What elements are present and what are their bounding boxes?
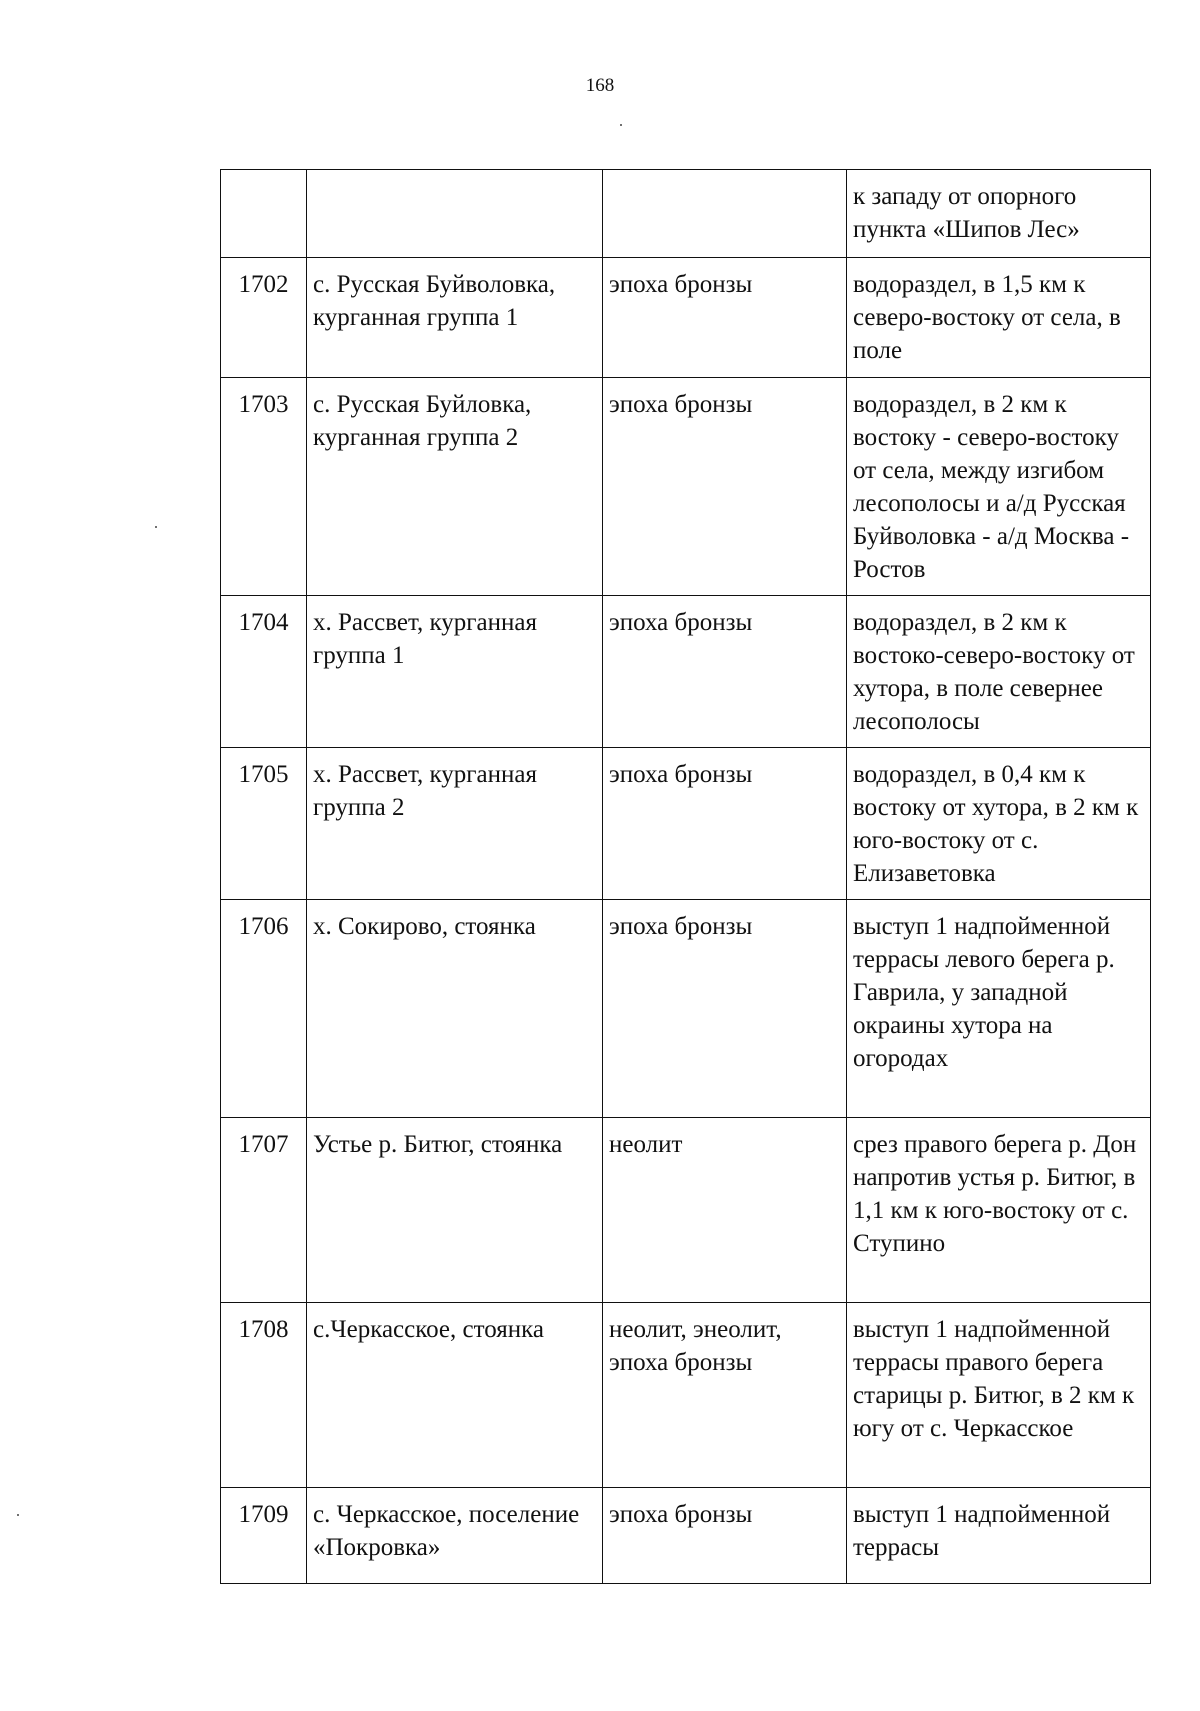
site-period: эпоха бронзы	[603, 596, 847, 748]
scan-speck	[17, 1514, 19, 1516]
site-name	[307, 170, 603, 258]
table-row	[221, 258, 1151, 378]
table-row	[221, 748, 1151, 900]
site-period: неолит	[603, 1118, 847, 1303]
site-period: эпоха бронзы	[603, 748, 847, 900]
row-number: 1708	[221, 1303, 307, 1488]
scan-speck	[620, 124, 622, 126]
site-location: выступ 1 надпойменной террасы правого берега старицы р. Битюг, в 2 км к югу от с. Черкасское	[847, 1303, 1151, 1488]
monuments-table	[220, 169, 1151, 1584]
table-row	[221, 1118, 1151, 1303]
site-period: эпоха бронзы	[603, 900, 847, 1118]
site-period: неолит, энеолит, эпоха бронзы	[603, 1303, 847, 1488]
site-period: эпоха бронзы	[603, 1488, 847, 1584]
row-number: 1703	[221, 378, 307, 596]
table-row	[221, 1488, 1151, 1584]
site-name: Устье р. Битюг, стоянка	[307, 1118, 603, 1303]
row-number: 1707	[221, 1118, 307, 1303]
site-name: х. Рассвет, курганная группа 1	[307, 596, 603, 748]
table-row	[221, 378, 1151, 596]
row-number: 1704	[221, 596, 307, 748]
scan-speck	[155, 526, 157, 528]
table-row	[221, 1303, 1151, 1488]
site-location: выступ 1 надпойменной террасы	[847, 1488, 1151, 1584]
row-number: 1709	[221, 1488, 307, 1584]
table-row	[221, 596, 1151, 748]
site-location: водораздел, в 2 км к востоко-северо-востоку от хутора, в поле севернее лесополосы	[847, 596, 1151, 748]
site-name: с.Черкасское, стоянка	[307, 1303, 603, 1488]
site-period: эпоха бронзы	[603, 258, 847, 378]
page-number: 168	[585, 75, 615, 96]
site-location: водораздел, в 1,5 км к северо-востоку от села, в поле	[847, 258, 1151, 378]
site-location: к западу от опорного пункта «Шипов Лес»	[847, 170, 1151, 258]
site-name: с. Русская Буйловка, курганная группа 2	[307, 378, 603, 596]
row-number	[221, 170, 307, 258]
site-location: выступ 1 надпойменной террасы левого берега р. Гаврила, у западной окраины хутора на огородах	[847, 900, 1151, 1118]
site-location: водораздел, в 0,4 км к востоку от хутора, в 2 км к юго-востоку от с. Елизаветовка	[847, 748, 1151, 900]
site-period	[603, 170, 847, 258]
row-number: 1702	[221, 258, 307, 378]
site-location: срез правого берега р. Дон напротив устья р. Битюг, в 1,1 км к юго-востоку от с. Ступино	[847, 1118, 1151, 1303]
table-row	[221, 170, 1151, 258]
row-number: 1706	[221, 900, 307, 1118]
row-number: 1705	[221, 748, 307, 900]
site-location: водораздел, в 2 км к востоку - северо-востоку от села, между изгибом лесополосы и а/д Русская Буйволовка - а/д Москва - Ростов	[847, 378, 1151, 596]
site-name: х. Рассвет, курганная группа 2	[307, 748, 603, 900]
site-name: х. Сокирово, стоянка	[307, 900, 603, 1118]
table-row	[221, 900, 1151, 1118]
site-name: с. Русская Буйволовка, курганная группа 1	[307, 258, 603, 378]
site-period: эпоха бронзы	[603, 378, 847, 596]
site-name: с. Черкасское, поселение «Покровка»	[307, 1488, 603, 1584]
